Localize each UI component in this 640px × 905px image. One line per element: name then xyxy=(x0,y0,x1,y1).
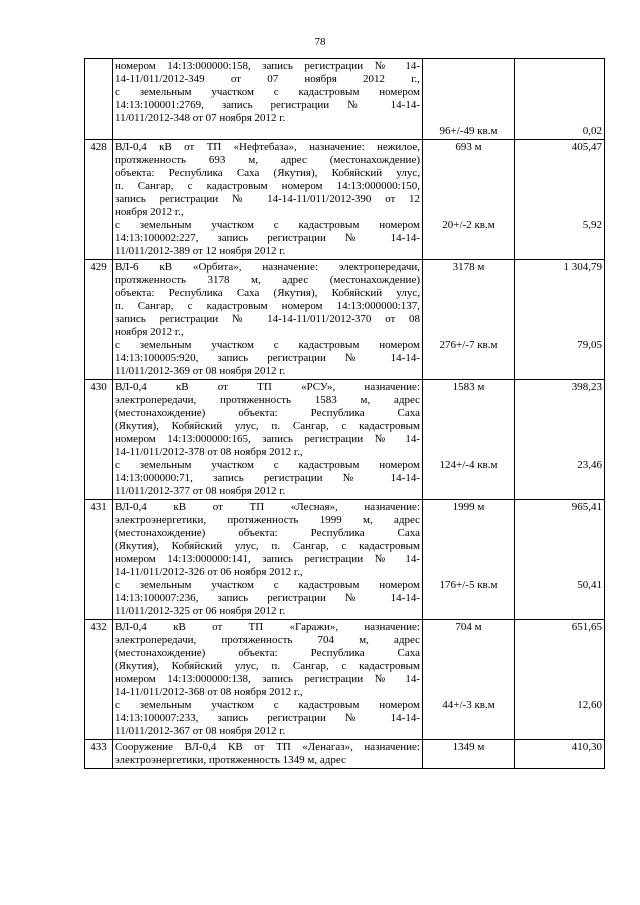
object-description xyxy=(115,501,420,579)
text-line: 11/011/2012-369 от 08 ноября 2012 г. xyxy=(115,365,286,377)
row-length-main xyxy=(425,60,512,73)
text-line: с земельным участком с кадастровым номером xyxy=(115,699,420,711)
text-line: протяженность 693 м, адрес (местонахождение) xyxy=(115,154,420,166)
row-value-main: 651,65 xyxy=(571,621,602,633)
spacer xyxy=(517,647,602,660)
spacer xyxy=(425,287,512,300)
row-description xyxy=(113,260,423,380)
row-description xyxy=(113,740,423,769)
row-number: 433 xyxy=(85,740,113,769)
row-value xyxy=(515,260,605,380)
table-row xyxy=(85,620,605,740)
spacer xyxy=(425,326,512,339)
text-line: (местонахождение) объекта: Республика Саха xyxy=(115,527,420,539)
spacer xyxy=(517,274,602,287)
row-length xyxy=(423,260,515,380)
row-value-main: 410,30 xyxy=(571,741,602,753)
row-length-main: 1999 м xyxy=(452,501,485,513)
row-number: 432 xyxy=(85,620,113,740)
row-description xyxy=(113,620,423,740)
text-line: 14:13:100002:227, запись регистрации № 14-14- xyxy=(115,232,420,244)
spacer xyxy=(517,313,602,326)
spacer xyxy=(425,274,512,287)
spacer xyxy=(425,673,512,686)
row-value xyxy=(515,740,605,769)
text-line: электроэнергетики, протяженность 1999 м, адрес xyxy=(115,514,420,526)
spacer xyxy=(425,433,512,446)
spacer xyxy=(517,193,602,206)
spacer xyxy=(517,433,602,446)
text-line: 11/011/2012-325 от 06 ноября 2012 г. xyxy=(115,605,286,617)
row-length xyxy=(423,59,515,140)
text-line: (Якутия), Кобяйский улус, п. Сангар, с кадастровым xyxy=(115,660,420,672)
row-value-land: 5,92 xyxy=(582,219,602,231)
spacer xyxy=(517,553,602,566)
spacer xyxy=(517,300,602,313)
text-line: электропередачи, протяженность 704 м, адрес xyxy=(115,634,420,646)
spacer xyxy=(517,514,602,527)
spacer xyxy=(517,407,602,420)
row-length xyxy=(423,500,515,620)
spacer xyxy=(517,673,602,686)
spacer xyxy=(517,180,602,193)
text-line: Сооружение ВЛ-0,4 КВ от ТП «Ленагаз», назначение: xyxy=(115,741,420,753)
row-number: 431 xyxy=(85,500,113,620)
spacer xyxy=(425,86,512,99)
land-plot-description xyxy=(115,699,420,738)
text-line: с земельным участком с кадастровым номером xyxy=(115,339,420,351)
spacer xyxy=(425,407,512,420)
row-description xyxy=(113,140,423,260)
row-value-land: 23,46 xyxy=(577,459,602,471)
spacer xyxy=(425,167,512,180)
text-line: п. Сангар, с кадастровым номером 14:13:000000:137, xyxy=(115,300,420,312)
row-value-land: 0,02 xyxy=(582,125,602,137)
spacer xyxy=(425,553,512,566)
row-value-main xyxy=(517,60,602,73)
spacer xyxy=(517,112,602,125)
land-plot-description xyxy=(115,579,420,618)
text-line: (местонахождение) объекта: Республика Саха xyxy=(115,407,420,419)
row-length-land: 44+/-3 кв.м xyxy=(442,699,495,711)
table-row xyxy=(85,260,605,380)
row-length-land: 276+/-7 кв.м xyxy=(439,339,498,351)
row-length xyxy=(423,140,515,260)
row-length-main: 3178 м xyxy=(452,261,485,273)
text-line: 11/011/2012-377 от 08 ноября 2012 г. xyxy=(115,485,286,497)
row-value xyxy=(515,140,605,260)
land-plot-description xyxy=(115,219,420,258)
spacer xyxy=(517,754,602,767)
spacer xyxy=(425,394,512,407)
spacer xyxy=(517,420,602,433)
spacer xyxy=(425,300,512,313)
spacer xyxy=(425,206,512,219)
spacer xyxy=(425,313,512,326)
text-line: 14-11/011/2012-326 от 06 ноября 2012 г., xyxy=(115,566,303,578)
text-line: с земельным участком с кадастровым номером xyxy=(115,459,420,471)
spacer xyxy=(425,540,512,553)
text-line: ВЛ-0,4 кВ от ТП «Гаражи», назначение: xyxy=(115,621,420,633)
row-length-land: 124+/-4 кв.м xyxy=(439,459,498,471)
text-line: с земельным участком с кадастровым номером xyxy=(115,579,420,591)
spacer xyxy=(517,566,602,579)
text-line: номером 14:13:000000:138, запись регистрации № 14- xyxy=(115,673,420,685)
object-description xyxy=(115,381,420,459)
row-value xyxy=(515,59,605,140)
spacer xyxy=(517,634,602,647)
row-description xyxy=(113,500,423,620)
spacer xyxy=(517,206,602,219)
text-line: ВЛ-0,4 кВ от ТП «Нефтебаза», назначение: нежилое, xyxy=(115,141,420,153)
text-line: ВЛ-0,4 кВ от ТП «Лесная», назначение: xyxy=(115,501,420,513)
text-line: номером 14:13:000000:165, запись регистрации № 14- xyxy=(115,433,420,445)
text-line: ноября 2012 г., xyxy=(115,326,184,338)
spacer xyxy=(425,527,512,540)
text-line: 14:13:000000:71, запись регистрации № 14-14- xyxy=(115,472,420,484)
spacer xyxy=(517,154,602,167)
text-line: (Якутия), Кобяйский улус, п. Сангар, с кадастровым xyxy=(115,420,420,432)
text-line: электропередачи, протяженность 1583 м, адрес xyxy=(115,394,420,406)
spacer xyxy=(517,99,602,112)
row-number xyxy=(85,59,113,140)
row-description xyxy=(113,59,423,140)
text-line: ВЛ-6 кВ «Орбита», назначение: электропередачи, xyxy=(115,261,420,273)
row-value-land: 12,60 xyxy=(577,699,602,711)
row-value-land: 79,05 xyxy=(577,339,602,351)
text-line: с земельным участком с кадастровым номером xyxy=(115,86,420,98)
spacer xyxy=(425,754,512,767)
spacer xyxy=(517,446,602,459)
spacer xyxy=(425,112,512,125)
spacer xyxy=(517,86,602,99)
row-value xyxy=(515,500,605,620)
spacer xyxy=(425,99,512,112)
text-line: объекта: Республика Саха (Якутия), Кобяйский улус, xyxy=(115,287,420,299)
text-line: 14:13:100001:2769, запись регистрации № 14-14- xyxy=(115,99,420,111)
text-line: номером 14:13:000000:158, запись регистрации № 14- xyxy=(115,60,420,72)
spacer xyxy=(425,446,512,459)
row-length-main: 1349 м xyxy=(452,741,485,753)
row-length-main: 693 м xyxy=(455,141,482,153)
row-value-main: 1 304,79 xyxy=(563,261,602,273)
spacer xyxy=(517,394,602,407)
table-row xyxy=(85,740,605,769)
row-length xyxy=(423,740,515,769)
row-value-land: 50,41 xyxy=(577,579,602,591)
text-line: п. Сангар, с кадастровым номером 14:13:000000:150, xyxy=(115,180,420,192)
row-number: 430 xyxy=(85,380,113,500)
row-number: 428 xyxy=(85,140,113,260)
text-line: 14:13:100007:233, запись регистрации № 14-14- xyxy=(115,712,420,724)
text-line: запись регистрации № 14-14-11/011/2012-370 от 08 xyxy=(115,313,420,325)
text-line: 11/011/2012-367 от 08 ноября 2012 г. xyxy=(115,725,286,737)
text-line: 14:13:100005:920, запись регистрации № 14-14- xyxy=(115,352,420,364)
row-value xyxy=(515,620,605,740)
text-line: с земельным участком с кадастровым номером xyxy=(115,219,420,231)
text-line: 14-11/011/2012-349 от 07 ноября 2012 г., xyxy=(115,73,420,85)
row-length-land: 176+/-5 кв.м xyxy=(439,579,498,591)
text-line: электроэнергетики, протяженность 1349 м, адрес xyxy=(115,754,346,766)
row-length xyxy=(423,620,515,740)
spacer xyxy=(517,73,602,86)
property-table xyxy=(84,58,605,769)
row-value xyxy=(515,380,605,500)
text-line: ВЛ-0,4 кВ от ТП «РСУ», назначение: xyxy=(115,381,420,393)
land-plot-description xyxy=(115,339,420,378)
spacer xyxy=(425,634,512,647)
table-row xyxy=(85,140,605,260)
text-line: 14-11/011/2012-378 от 08 ноября 2012 г., xyxy=(115,446,303,458)
text-line: ноября 2012 г., xyxy=(115,206,184,218)
text-line: 11/011/2012-348 от 07 ноября 2012 г. xyxy=(115,112,286,124)
land-plot-description xyxy=(115,60,420,125)
text-line: (Якутия), Кобяйский улус, п. Сангар, с кадастровым xyxy=(115,540,420,552)
object-description xyxy=(115,141,420,219)
text-line: (местонахождение) объекта: Республика Саха xyxy=(115,647,420,659)
text-line: номером 14:13:000000:141, запись регистрации № 14- xyxy=(115,553,420,565)
spacer xyxy=(517,287,602,300)
row-description xyxy=(113,380,423,500)
spacer xyxy=(425,686,512,699)
spacer xyxy=(425,180,512,193)
row-length-main: 704 м xyxy=(455,621,482,633)
spacer xyxy=(517,660,602,673)
page-number: 78 xyxy=(314,36,326,48)
row-length xyxy=(423,380,515,500)
text-line: 14-11/011/2012-368 от 08 ноября 2012 г., xyxy=(115,686,303,698)
spacer xyxy=(517,167,602,180)
row-length-land: 20+/-2 кв.м xyxy=(442,219,495,231)
object-description xyxy=(115,621,420,699)
spacer xyxy=(425,193,512,206)
row-length-main: 1583 м xyxy=(452,381,485,393)
spacer xyxy=(425,420,512,433)
table-row xyxy=(85,380,605,500)
spacer xyxy=(517,540,602,553)
spacer xyxy=(517,326,602,339)
spacer xyxy=(517,686,602,699)
text-line: протяженность 3178 м, адрес (местонахождение) xyxy=(115,274,420,286)
text-line: объекта: Республика Саха (Якутия), Кобяйский улус, xyxy=(115,167,420,179)
row-value-main: 405,47 xyxy=(571,141,602,153)
spacer xyxy=(517,527,602,540)
table-row xyxy=(85,500,605,620)
land-plot-description xyxy=(115,459,420,498)
row-value-main: 965,41 xyxy=(571,501,602,513)
spacer xyxy=(425,73,512,86)
text-line: запись регистрации № 14-14-11/011/2012-390 от 12 xyxy=(115,193,420,205)
row-number: 429 xyxy=(85,260,113,380)
object-description xyxy=(115,741,420,767)
spacer xyxy=(425,660,512,673)
table-row xyxy=(85,59,605,140)
text-line: 14:13:100007:236, запись регистрации № 14-14- xyxy=(115,592,420,604)
spacer xyxy=(425,647,512,660)
text-line: 11/011/2012-389 от 12 ноября 2012 г. xyxy=(115,245,286,257)
row-length-land: 96+/-49 кв.м xyxy=(439,125,498,137)
spacer xyxy=(425,566,512,579)
object-description xyxy=(115,261,420,339)
spacer xyxy=(425,514,512,527)
row-value-main: 398,23 xyxy=(571,381,602,393)
spacer xyxy=(425,154,512,167)
